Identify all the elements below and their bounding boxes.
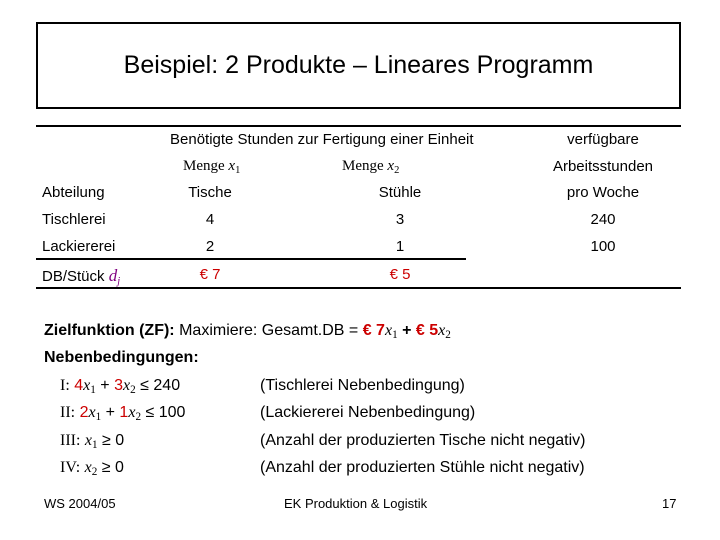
slide-title-box xyxy=(36,22,681,109)
footer-semester: WS 2004/05 xyxy=(44,496,116,511)
objective-coef2: € 5 xyxy=(415,322,439,339)
col-stuehle: Stühle xyxy=(378,184,422,201)
cell-lackiererei-tische: 2 xyxy=(205,238,215,255)
table-top-rule xyxy=(36,125,681,127)
footer-course: EK Produktion & Logistik xyxy=(284,496,428,511)
table-bottom-rule xyxy=(36,287,681,289)
objective-label: Zielfunktion (ZF): xyxy=(44,322,175,339)
col-tische: Tische xyxy=(188,184,232,201)
header-menge-x1: Menge $x_1$ xyxy=(183,158,241,176)
constraints-heading: Nebenbedingungen: xyxy=(44,349,199,366)
col-department: Abteilung xyxy=(42,184,105,201)
objective-coef1: € 7 xyxy=(362,322,385,339)
header-available: verfügbare xyxy=(567,131,639,148)
constraint-2-note: (Lackiererei Nebenbedingung) xyxy=(260,404,476,421)
col-per-week: pro Woche xyxy=(566,184,640,201)
cell-db-tische: € 7 xyxy=(199,266,221,283)
page-number: 17 xyxy=(662,496,677,511)
row-label-tischlerei: Tischlerei xyxy=(42,211,106,228)
cell-tischlerei-tische: 4 xyxy=(205,211,215,228)
table-partial-rule xyxy=(36,258,466,260)
row-label-db: DB/Stück $d_j$ xyxy=(42,266,121,287)
constraint-4-note: (Anzahl der produzierten Stühle nicht negativ) xyxy=(260,459,585,476)
db-symbol: d xyxy=(108,266,118,285)
slide-title: Beispiel: 2 Produkte – Lineares Programm xyxy=(123,51,594,79)
header-hours: Benötigte Stunden zur Fertigung einer Einheit xyxy=(170,131,474,148)
constraint-3: III: $x_1 \ge 0$ xyxy=(60,432,125,451)
cell-tischlerei-hours: 240 xyxy=(590,211,616,228)
constraint-1-note: (Tischlerei Nebenbedingung) xyxy=(260,377,465,394)
cell-lackiererei-hours: 100 xyxy=(590,238,616,255)
cell-db-stuehle: € 5 xyxy=(389,266,411,283)
constraint-4: IV: $x_2 \ge 0$ xyxy=(60,459,124,478)
constraint-1: I: $4x_1 + 3x_2 \le 240$ xyxy=(60,377,181,396)
header-arbeitsstunden: Arbeitsstunden xyxy=(552,158,654,175)
cell-tischlerei-stuehle: 3 xyxy=(395,211,405,228)
cell-lackiererei-stuehle: 1 xyxy=(395,238,405,255)
constraint-3-note: (Anzahl der produzierten Tische nicht negativ) xyxy=(260,432,586,449)
header-menge-x2: Menge $x_2$ xyxy=(342,158,400,176)
constraint-2: II: $2x_1 + 1x_2 \le 100$ xyxy=(60,404,186,423)
objective-line: Zielfunktion (ZF): Maximiere: Gesamt.DB = € $7x_1$ + € $5x_2$ xyxy=(44,322,451,341)
row-label-lackiererei: Lackiererei xyxy=(42,238,116,255)
objective-text: Maximiere: Gesamt.DB = xyxy=(179,322,359,339)
